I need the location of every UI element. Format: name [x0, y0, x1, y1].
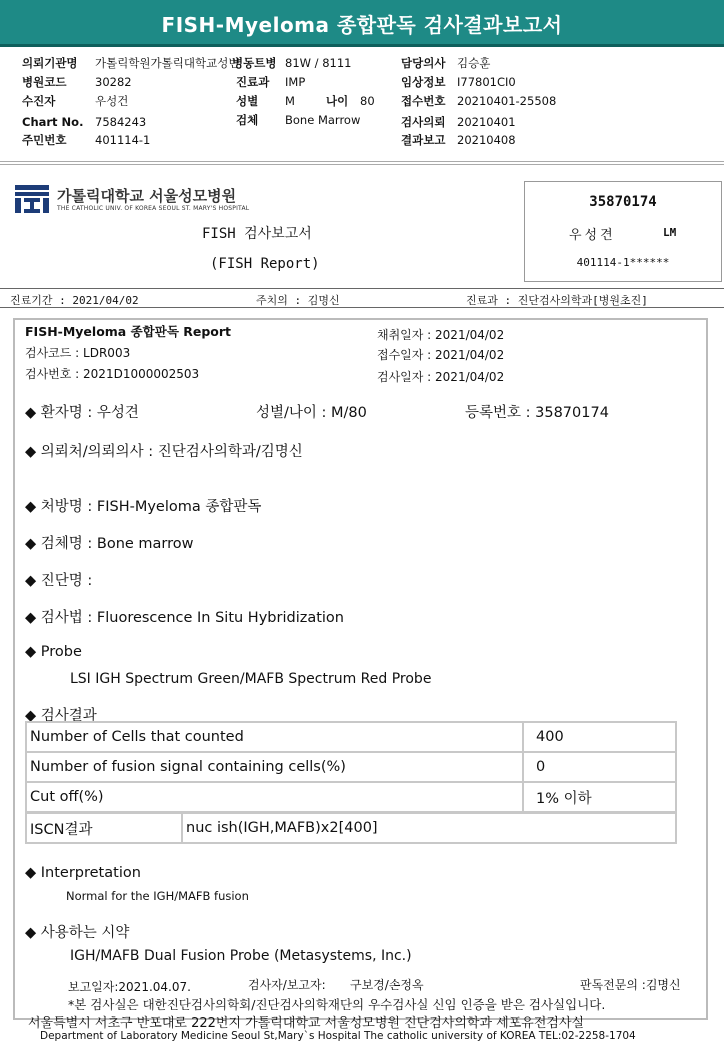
visit-period: 진료기간 : 2021/04/02 — [10, 294, 139, 307]
probe-value: LSI IGH Spectrum Green/MAFB Spectrum Red Probe — [70, 671, 432, 687]
result-value-cell: 0 — [523, 752, 676, 782]
value-clinical-info: I77801CI0 — [457, 75, 516, 89]
reagent-value: IGH/MAFB Dual Fusion Probe (Metasystems, Inc.) — [70, 948, 412, 964]
label-ward: 병동트병 — [232, 56, 277, 70]
reviewer: 판독전문의 :김명신 — [580, 978, 681, 992]
report-heading: FISH-Myeloma 종합판독 Report — [25, 324, 232, 339]
label-department: 진료과 — [236, 75, 270, 89]
value-sex: M — [285, 94, 295, 108]
tester-label: 검사자/보고자: — [248, 978, 326, 992]
value-receipt-no: 20210401-25508 — [457, 94, 557, 108]
receipt-date: 접수일자 : 2021/04/02 — [377, 348, 505, 362]
patient-id-box — [524, 181, 722, 282]
value-rrn: 401114-1 — [95, 133, 151, 147]
result-label-cell: Number of fusion signal containing cells(%) — [26, 752, 523, 782]
label-sex: 성별 — [236, 94, 259, 108]
value-age: 80 — [360, 94, 375, 108]
label-result-report: 결과보고 — [401, 133, 446, 147]
value-ward: 81W / 8111 — [285, 56, 352, 70]
label-age: 나이 — [326, 94, 349, 108]
report-frame — [13, 318, 708, 1020]
hospital-name: 가톨릭대학교 서울성모병원 — [57, 187, 237, 205]
value-chart-no: 7584243 — [95, 115, 147, 129]
id-code: LM — [663, 226, 677, 239]
result-label-cell: Cut off(%) — [26, 782, 523, 812]
specimen-name: ◆ 검체명 : Bone marrow — [25, 536, 194, 552]
test-no: 검사번호 : 2021D1000002503 — [25, 367, 200, 381]
label-clinical-info: 임상정보 — [401, 75, 446, 89]
value-test-request: 20210401 — [457, 115, 516, 129]
result-value-cell: 1% 이하 — [523, 782, 676, 812]
result-table — [25, 721, 677, 813]
label-requesting-institution: 의뢰기관명 — [22, 56, 78, 70]
hospital-name-en: THE CATHOLIC UNIV. OF KOREA SEOUL ST. MARY'S HOSPITAL — [57, 205, 250, 212]
test-code: 검사코드 : LDR003 — [25, 346, 131, 360]
label-receipt-no: 접수번호 — [401, 94, 446, 108]
visit-doctor: 주치의 : 김명신 — [256, 294, 340, 307]
report-date: 보고일자:2021.04.07. — [68, 980, 191, 994]
result-value-cell: 400 — [523, 722, 676, 752]
report-title: FISH 검사보고서 — [202, 226, 312, 242]
label-hospital-code: 병원코드 — [22, 75, 67, 89]
label-chart-no: Chart No. — [22, 115, 84, 129]
value-specimen: Bone Marrow — [285, 113, 361, 127]
header-divider — [0, 161, 724, 165]
certification-note: *본 검사실은 대한진단검사의학회/진단검사의학재단의 우수검사실 신임 인증을 받은 검사실입니다. — [68, 997, 606, 1012]
visit-info-bar — [0, 288, 724, 308]
registration-no: 등록번호 : 35870174 — [465, 405, 609, 421]
visit-department: 진료과 : 진단검사의학과[병원초진] — [466, 294, 648, 307]
lab-address-en: Department of Laboratory Medicine Seoul St,Mary`s Hospital The catholic university of KOREA TEL:02-2258-1704 — [40, 1030, 636, 1042]
label-specimen: 검체 — [236, 113, 259, 127]
id-reg-no: 35870174 — [589, 194, 657, 210]
reagent-label: ◆ 사용하는 시약 — [25, 925, 130, 941]
test-method: ◆ 검사법 : Fluorescence In Situ Hybridization — [25, 610, 344, 626]
label-test-request: 검사의뢰 — [401, 115, 446, 129]
table-row — [26, 813, 676, 843]
collect-date: 채취일자 : 2021/04/02 — [377, 328, 505, 342]
tester-names: 구보경/손정옥 — [350, 978, 424, 992]
value-hospital-code: 30282 — [95, 75, 132, 89]
label-patient: 수진자 — [22, 94, 56, 108]
iscn-label: ISCN결과 — [26, 813, 182, 843]
hospital-logo-icon — [14, 184, 50, 214]
result-label-cell: Number of Cells that counted — [26, 722, 523, 752]
exam-date: 검사일자 : 2021/04/02 — [377, 370, 505, 384]
table-row — [26, 722, 676, 752]
id-name: 우성견 — [569, 228, 616, 243]
referrer: ◆ 의뢰처/의뢰의사 : 진단검사의학과/김명신 — [25, 444, 303, 460]
interpretation-value: Normal for the IGH/MAFB fusion — [66, 889, 249, 903]
patient-name: ◆ 환자명 : 우성견 — [25, 405, 139, 421]
sex-age: 성별/나이 : M/80 — [256, 405, 367, 421]
prescription: ◆ 처방명 : FISH-Myeloma 종합판독 — [25, 499, 262, 515]
value-attending-doctor: 김승훈 — [457, 56, 491, 70]
id-rrn: 401114-1****** — [576, 256, 670, 269]
title-bar — [0, 0, 724, 47]
lab-address: 서울특별시 서초구 반포대로 222번지 가톨릭대학교 서울성모병원 진단검사의학과 세포유전검사실 — [28, 1016, 585, 1031]
result-label: ◆ 검사결과 — [25, 708, 97, 724]
label-attending-doctor: 담당의사 — [401, 56, 446, 70]
value-requesting-institution: 가톨릭학원가톨릭대학교성빈 — [95, 56, 240, 70]
value-patient: 우성건 — [95, 94, 129, 108]
table-row — [26, 752, 676, 782]
report-title-en: (FISH Report) — [210, 256, 320, 272]
iscn-table — [25, 812, 677, 844]
table-row — [26, 782, 676, 812]
interpretation-label: ◆ Interpretation — [25, 865, 141, 881]
document-title: FISH-Myeloma 종합판독 검사결과보고서 — [161, 13, 563, 37]
value-result-report: 20210408 — [457, 133, 516, 147]
iscn-value: nuc ish(IGH,MAFB)x2[400] — [182, 813, 676, 843]
probe-label: ◆ Probe — [25, 644, 82, 660]
diagnosis: ◆ 진단명 : — [25, 573, 93, 589]
label-rrn: 주민번호 — [22, 133, 67, 147]
value-department: IMP — [285, 75, 306, 89]
